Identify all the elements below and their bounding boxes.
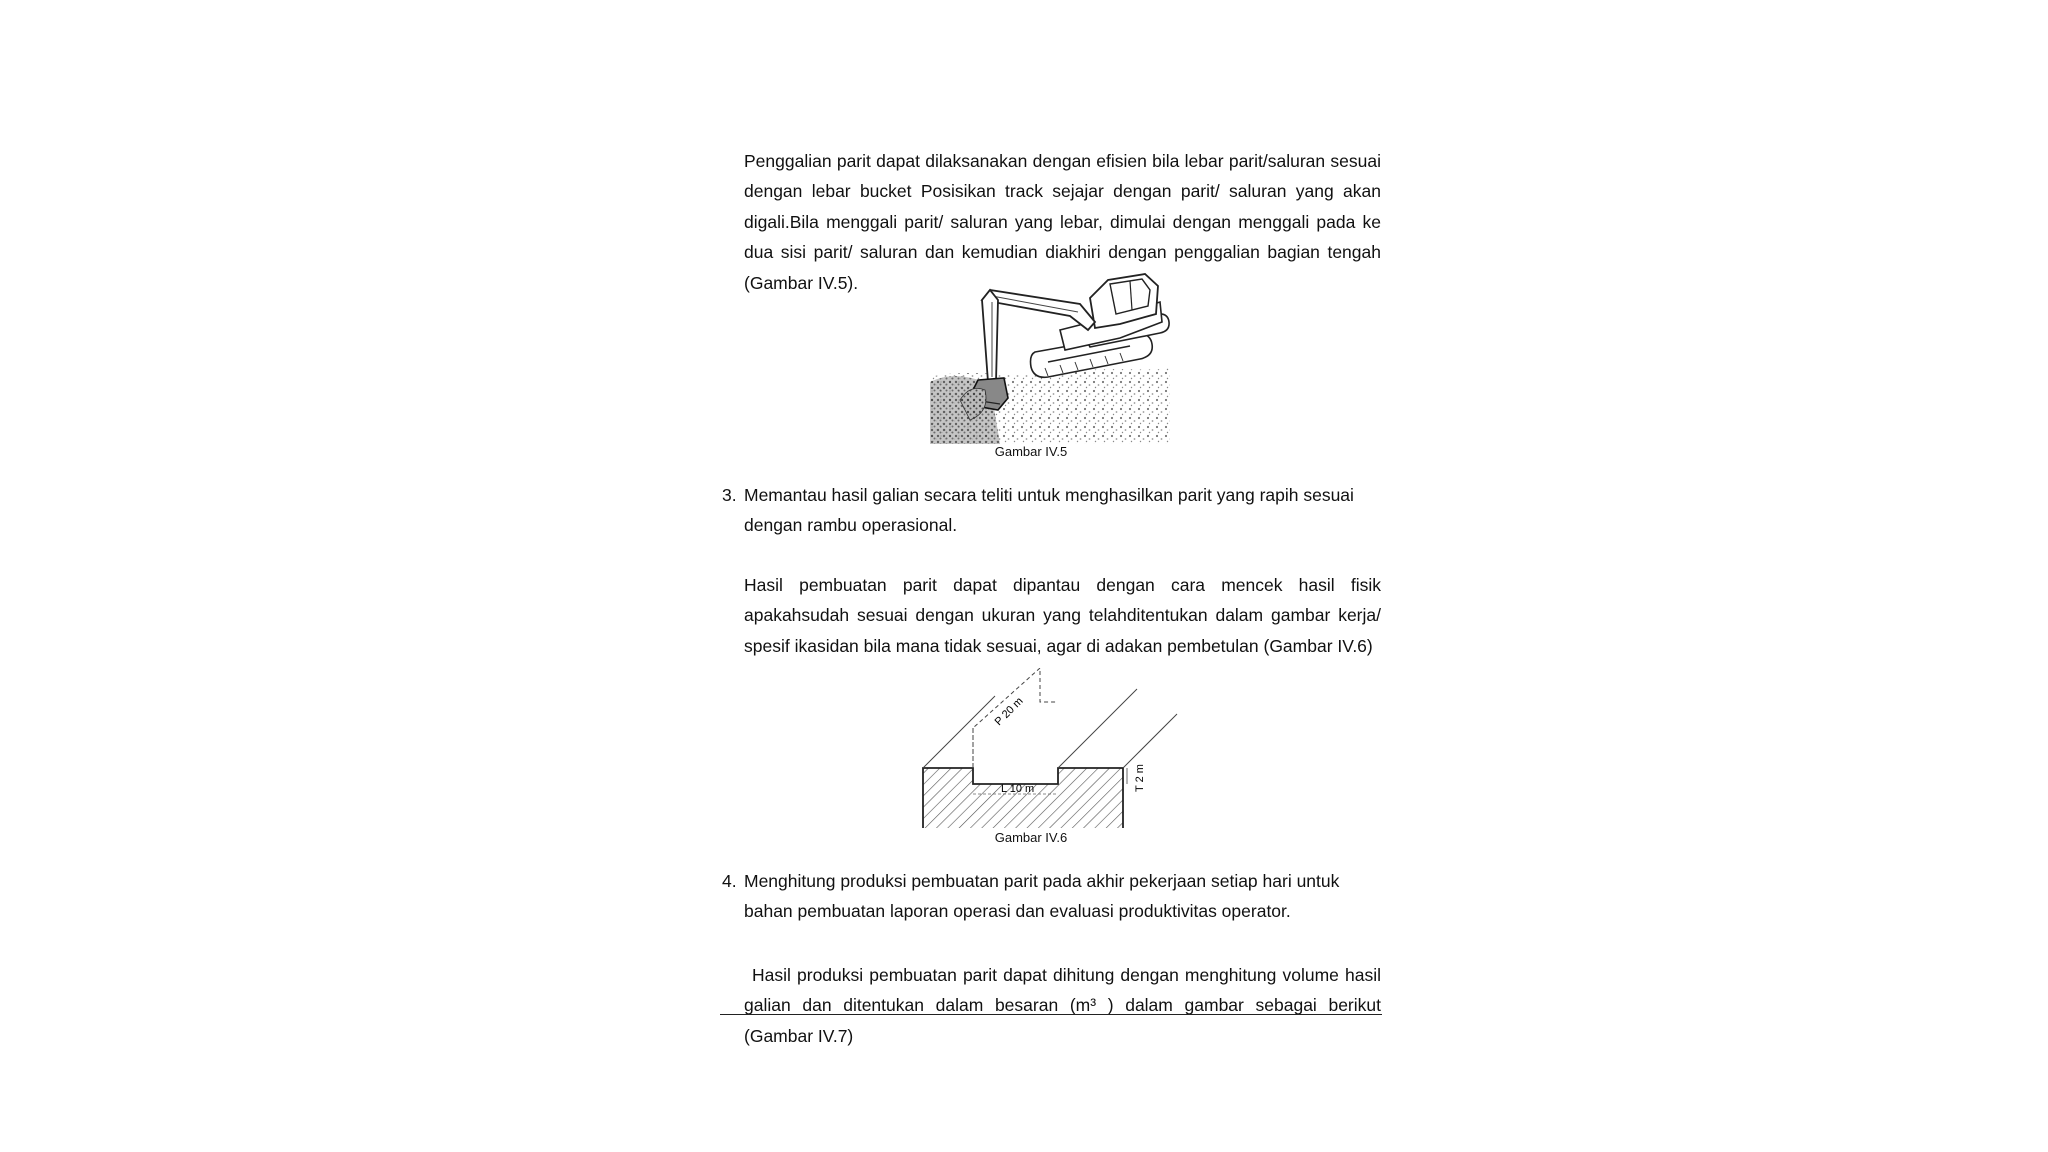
paragraph-trench-digging: Penggalian parit dapat dilaksanakan dengan efisien bila lebar parit/saluran sesuai dengan lebar bucket Posisikan track sejajar dengan parit/ saluran yang akan digali.Bila menggali parit/ saluran yang lebar, dimulai dengan menggali pada ke dua sisi parit/ saluran dan kemudian diakhiri dengan penggalian bagian tengah (Gambar IV.5).: [744, 151, 1381, 293]
list-number: 4.: [722, 871, 737, 891]
trench-cross-section-diagram: [915, 668, 1185, 830]
list-item-text: Menghitung produksi pembuatan parit pada akhir pekerjaan setiap hari untuk bahan pembuatan laporan operasi dan evaluasi produktivitas operator.: [744, 871, 1340, 922]
list-number: 3.: [722, 485, 737, 505]
list-item-4: [722, 866, 1382, 927]
footer-rule: [720, 1014, 1382, 1015]
depth-label: T 2 m: [1134, 764, 1146, 792]
list-item-3: [722, 480, 1382, 541]
paragraph-trench-monitoring: Hasil pembuatan parit dapat dipantau dengan cara mencek hasil fisik apakahsudah sesuai dengan ukuran yang telahditentukan dalam gambar kerja/ spesif ikasidan bila mana tidak sesuai, agar di adakan pembetulan (Gambar IV.6): [744, 575, 1381, 656]
figure-caption-iv5: Gambar IV.5: [994, 444, 1068, 459]
paragraph-production-calculation: Hasil produksi pembuatan parit dapat dihitung dengan menghitung volume hasil galian dan ditentukan dalam besaran (m³ ) dalam gambar sebagai berikut (Gambar IV.7): [744, 965, 1381, 1046]
list-item-text: Memantau hasil galian secara teliti untuk menghasilkan parit yang rapih sesuai dengan rambu operasional.: [744, 485, 1354, 536]
width-label: L 10 m: [1001, 783, 1035, 795]
excavator-illustration: [930, 272, 1170, 444]
length-label: P 20 m: [992, 695, 1026, 729]
figure-caption-iv6: Gambar IV.6: [994, 830, 1068, 845]
